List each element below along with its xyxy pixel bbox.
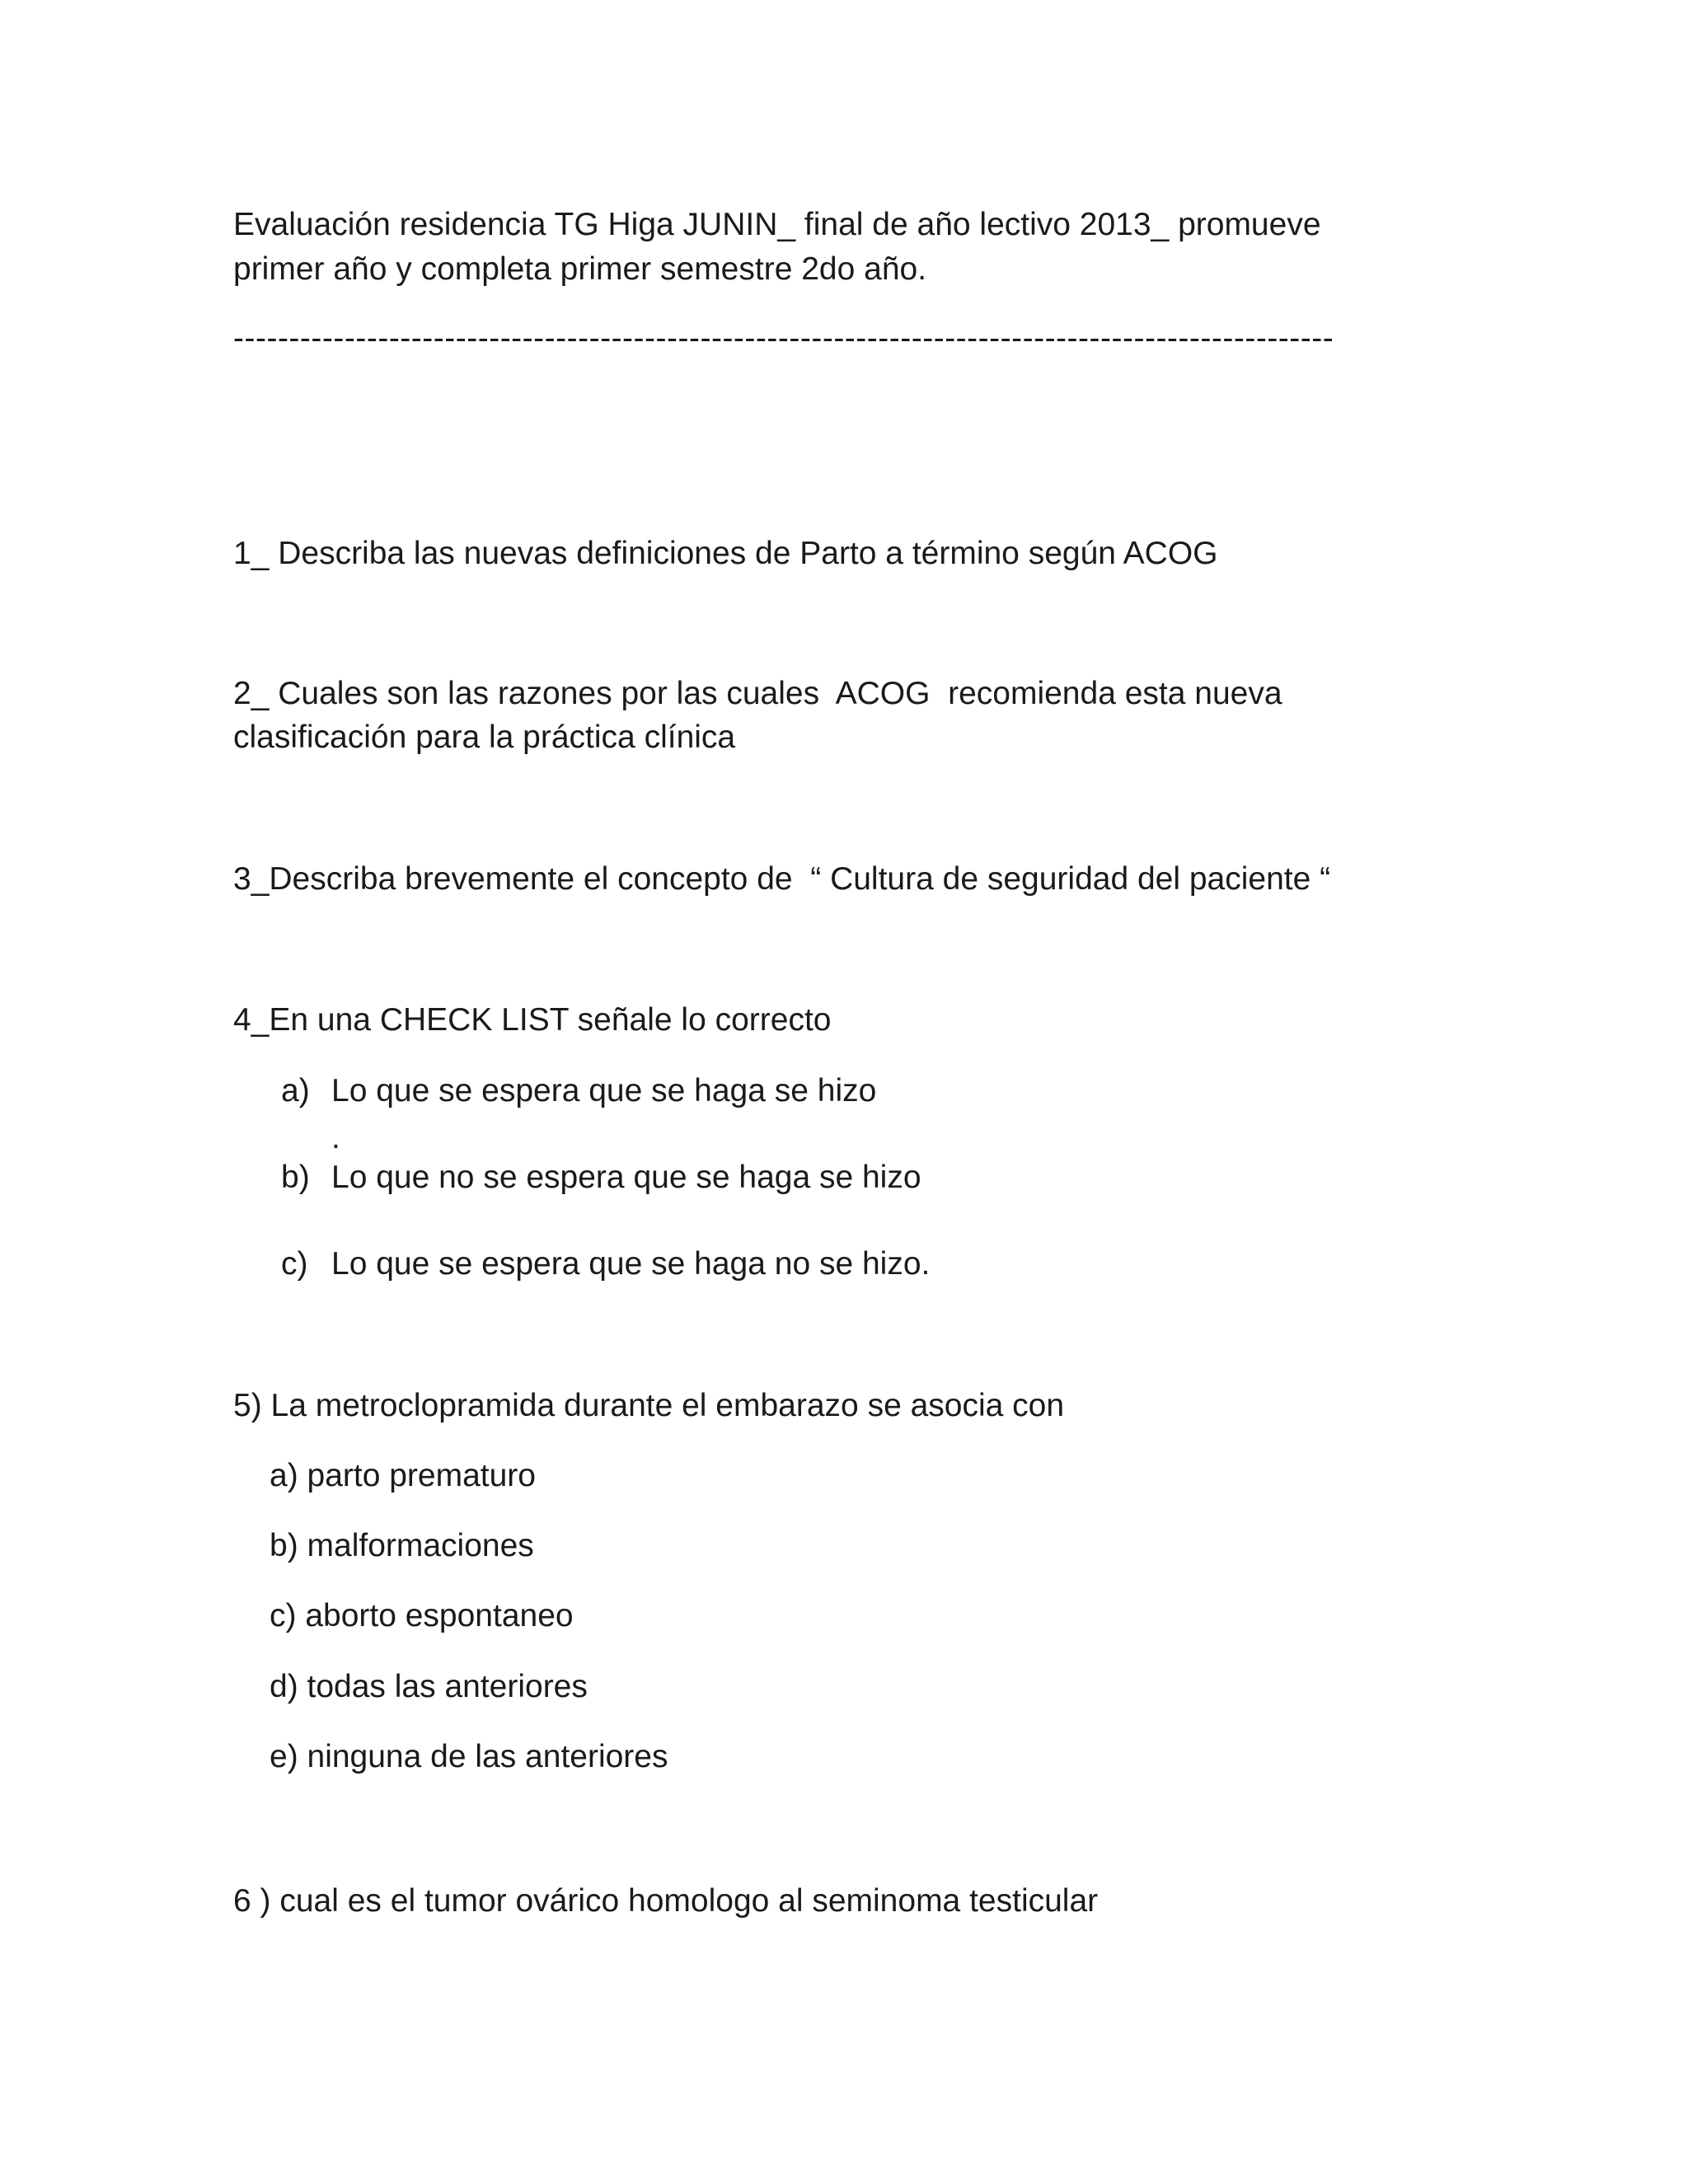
option-text: Lo que no se espera que se haga se hizo	[331, 1160, 921, 1195]
stray-dot: .	[331, 1120, 340, 1155]
question-5-prompt: 5) La metroclopramida durante el embarazo se asocia con	[233, 1388, 1065, 1423]
question-6: 6 ) cual es el tumor ovárico homologo al seminoma testicular	[233, 1883, 1099, 1919]
exam-title-line-1: Evaluación residencia TG Higa JUNIN_ final de año lectivo 2013_ promueve	[233, 207, 1321, 242]
exam-title-line-2: primer año y completa primer semestre 2do año.	[233, 251, 927, 287]
separator-line: ---------------------------------------------------------------------------------------------------	[233, 321, 1334, 356]
question-1: 1_ Describa las nuevas definiciones de Parto a término según ACOG	[233, 536, 1218, 571]
question-3: 3_Describa brevemente el concepto de “ Cultura de seguridad del paciente “	[233, 861, 1331, 897]
question-5-option-d: d) todas las anteriores	[270, 1669, 588, 1704]
question-5-option-a: a) parto prematuro	[270, 1458, 536, 1493]
option-marker: c)	[281, 1246, 308, 1282]
question-5-option-b: b) malformaciones	[270, 1528, 534, 1563]
question-4-prompt: 4_En una CHECK LIST señale lo correcto	[233, 1002, 832, 1038]
question-2-line-2: clasificación para la práctica clínica	[233, 719, 736, 755]
option-marker: b)	[281, 1160, 310, 1195]
option-marker: a)	[281, 1073, 310, 1108]
option-text: Lo que se espera que se haga no se hizo.	[331, 1246, 931, 1282]
question-5-option-e: e) ninguna de las anteriores	[270, 1739, 668, 1774]
option-text: Lo que se espera que se haga se hizo	[331, 1073, 877, 1108]
question-5-option-c: c) aborto espontaneo	[270, 1598, 574, 1633]
question-2-line-1: 2_ Cuales son las razones por las cuales ACOG recomienda esta nueva	[233, 676, 1282, 711]
